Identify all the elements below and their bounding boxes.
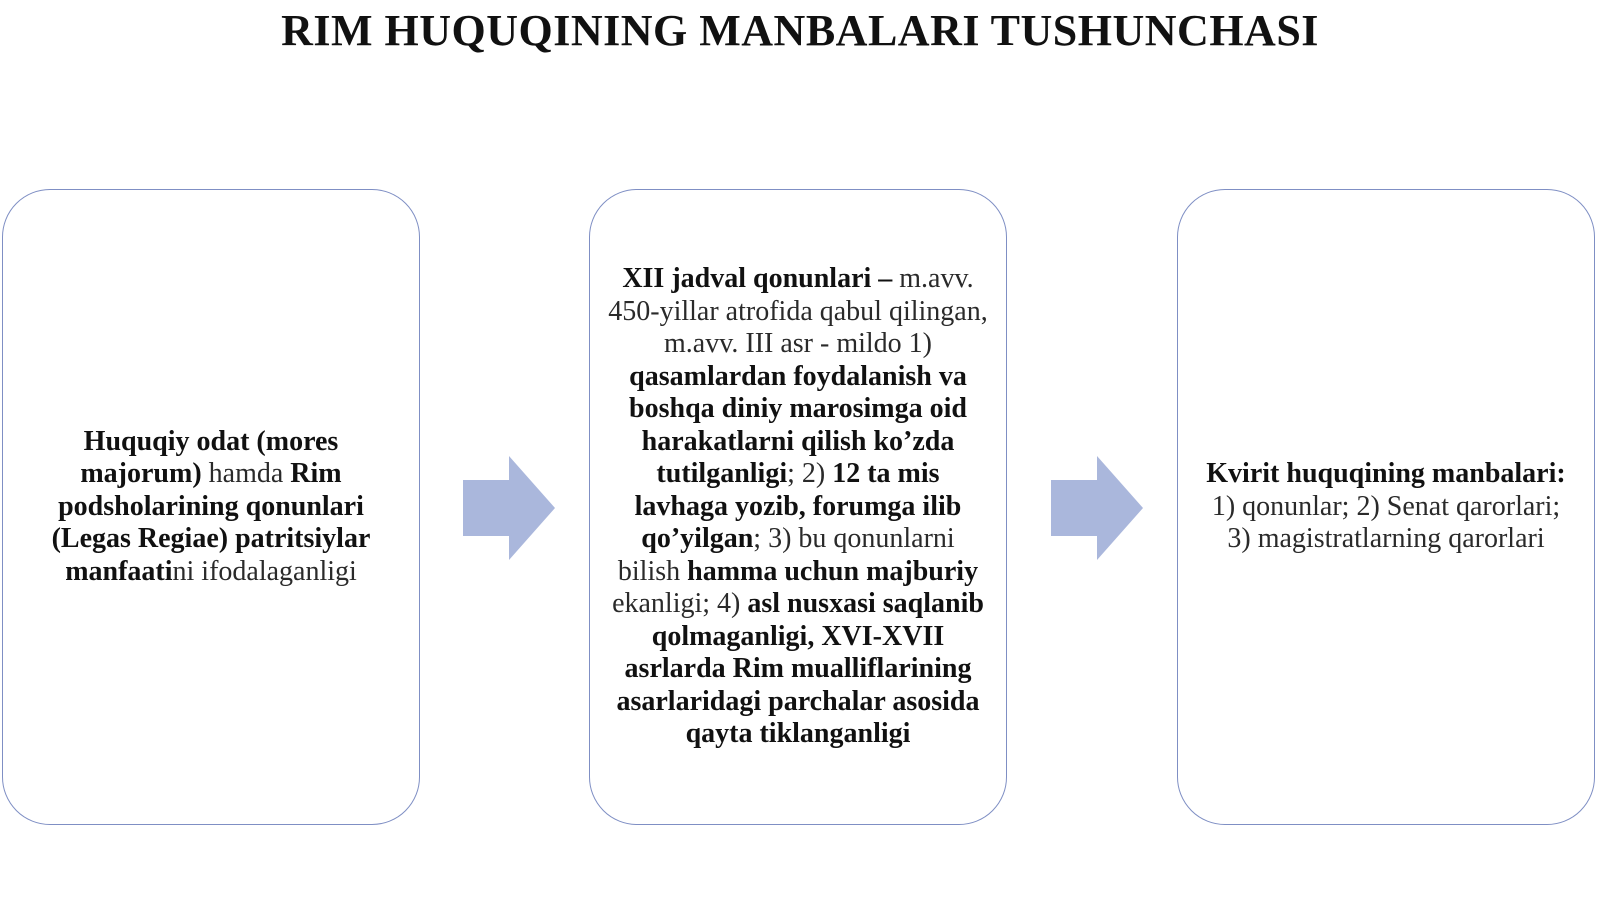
text-segment: 12 ta mis lavhaga yozib, forumga ilib qo’yilgan [634, 458, 962, 555]
page-title: RIM HUQUQINING MANBALARI TUSHUNCHASI [281, 6, 1319, 55]
twelve-tables-box [589, 189, 1007, 825]
customary-law-box [2, 189, 420, 825]
text-segment: Kvirit huquqining manbalari: [1206, 458, 1566, 490]
text-segment: m.avv. 450-yillar atrofida qabul qilingan, m.avv. III asr - mildo 1) [608, 263, 988, 360]
right-arrow-icon [463, 456, 555, 560]
twelve-tables-text [608, 263, 988, 751]
customary-law-text [31, 426, 391, 589]
text-segment: ; 2) [787, 458, 833, 490]
text-segment: hamda [201, 458, 291, 490]
text-segment: Rim podsholarining qonunlari (Legas Regiae) patritsiylar manfaati [51, 458, 371, 587]
text-segment: qasamlardan foydalanish va boshqa diniy marosimga oid harakatlarni qilish ko’zda tutilganligi [629, 360, 967, 490]
text-segment: hamma uchun majburiy [687, 555, 979, 587]
text-segment: ; 3) bu qonunlarni bilish [617, 523, 955, 587]
quiritary-law-text [1206, 458, 1566, 556]
text-segment: ekanligi; 4) [612, 588, 748, 620]
text-segment: Huquqiy odat (mores majorum) [80, 425, 339, 490]
text-segment: ni ifodalaganligi [172, 555, 357, 587]
text-segment: asl nusxasi saqlanib qolmaganligi, XVI-XVII asrlarda Rim mualliflarining asarlaridagi parchalar asosida qayta tiklanganligi [616, 588, 984, 750]
text-segment: 1) qonunlar; 2) Senat qarorlari; 3) magistratlarning qarorlari [1211, 490, 1561, 555]
quiritary-law-box [1177, 189, 1595, 825]
right-arrow-icon [1051, 456, 1143, 560]
text-segment: XII jadval qonunlari – [622, 263, 900, 295]
